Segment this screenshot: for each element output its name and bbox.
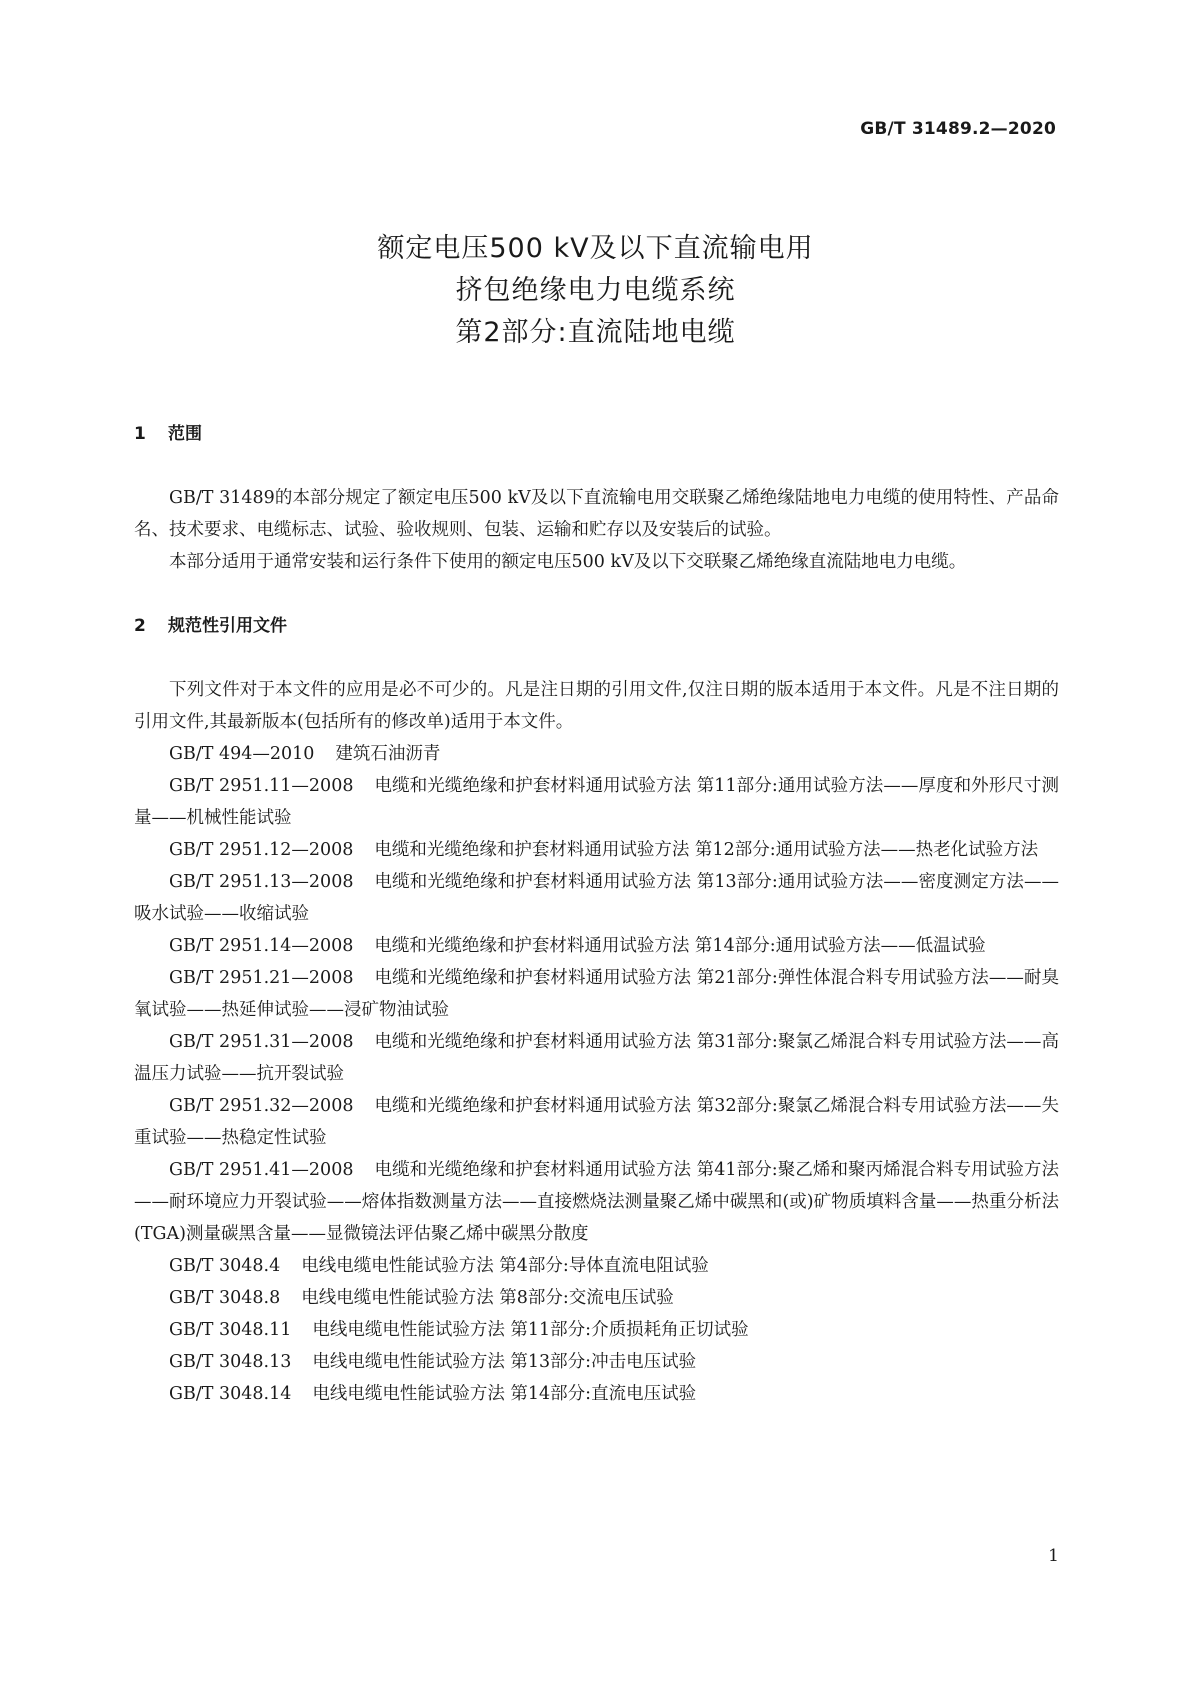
reference-item bbox=[134, 1282, 1059, 1314]
section-2-heading bbox=[134, 610, 1059, 642]
reference-item bbox=[134, 930, 1059, 962]
reference-item bbox=[134, 1090, 1059, 1154]
reference-code: GB/T 2951.31—2008 bbox=[169, 1032, 354, 1052]
reference-code: GB/T 2951.11—2008 bbox=[169, 776, 354, 796]
reference-item bbox=[134, 1346, 1059, 1378]
scope-paragraph-1: GB/T 31489的本部分规定了额定电压500 kV及以下直流输电用交联聚乙烯绝缘陆地电力电缆的使用特性、产品命名、技术要求、电缆标志、试验、验收规则、包装、运输和贮存以及安装后的试验。 bbox=[134, 488, 1059, 540]
reference-code: GB/T 2951.13—2008 bbox=[169, 872, 354, 892]
reference-title: 电缆和光缆绝缘和护套材料通用试验方法 第21部分:弹性体混合料专用试验方法——耐臭氧试验——热延伸试验——浸矿物油试验 bbox=[134, 968, 1059, 1020]
reference-title: 电缆和光缆绝缘和护套材料通用试验方法 第11部分:通用试验方法——厚度和外形尺寸测量——机械性能试验 bbox=[134, 776, 1059, 828]
reference-title: 电缆和光缆绝缘和护套材料通用试验方法 第12部分:通用试验方法——热老化试验方法 bbox=[374, 840, 1039, 860]
reference-list bbox=[134, 738, 1059, 1410]
reference-title: 电线电缆电性能试验方法 第14部分:直流电压试验 bbox=[312, 1384, 697, 1404]
reference-code: GB/T 3048.8 bbox=[169, 1288, 281, 1308]
page-number: 1 bbox=[1048, 1546, 1059, 1566]
reference-code: GB/T 2951.12—2008 bbox=[169, 840, 354, 860]
reference-item bbox=[134, 1378, 1059, 1410]
reference-item bbox=[134, 1314, 1059, 1346]
reference-item bbox=[134, 770, 1059, 834]
title-line-1: 额定电压500 kV及以下直流输电用 bbox=[377, 233, 814, 264]
section-1-number: 1 bbox=[134, 424, 146, 444]
reference-title: 建筑石油沥青 bbox=[335, 744, 441, 764]
reference-title: 电缆和光缆绝缘和护套材料通用试验方法 第32部分:聚氯乙烯混合料专用试验方法——失重试验——热稳定性试验 bbox=[134, 1096, 1059, 1148]
reference-title: 电缆和光缆绝缘和护套材料通用试验方法 第31部分:聚氯乙烯混合料专用试验方法——高温压力试验——抗开裂试验 bbox=[134, 1032, 1059, 1084]
reference-item bbox=[134, 1026, 1059, 1090]
reference-code: GB/T 2951.21—2008 bbox=[169, 968, 354, 988]
scope-paragraph-2: 本部分适用于通常安装和运行条件下使用的额定电压500 kV及以下交联聚乙烯绝缘直流陆地电力电缆。 bbox=[169, 552, 967, 572]
section-2-number: 2 bbox=[134, 616, 146, 636]
reference-title: 电缆和光缆绝缘和护套材料通用试验方法 第13部分:通用试验方法——密度测定方法——吸水试验——收缩试验 bbox=[134, 872, 1059, 924]
document-body bbox=[134, 418, 1059, 1410]
reference-code: GB/T 494—2010 bbox=[169, 744, 315, 764]
title-line-3: 第2部分:直流陆地电缆 bbox=[455, 317, 736, 348]
reference-code: GB/T 2951.32—2008 bbox=[169, 1096, 354, 1116]
reference-item bbox=[134, 834, 1059, 866]
reference-item bbox=[134, 738, 1059, 770]
reference-code: GB/T 2951.41—2008 bbox=[169, 1160, 354, 1180]
reference-item bbox=[134, 866, 1059, 930]
reference-code: GB/T 3048.11 bbox=[169, 1320, 292, 1340]
reference-title: 电缆和光缆绝缘和护套材料通用试验方法 第14部分:通用试验方法——低温试验 bbox=[374, 936, 986, 956]
reference-title: 电线电缆电性能试验方法 第13部分:冲击电压试验 bbox=[312, 1352, 697, 1372]
reference-title: 电线电缆电性能试验方法 第8部分:交流电压试验 bbox=[301, 1288, 674, 1308]
document-title bbox=[0, 228, 1191, 354]
references-intro: 下列文件对于本文件的应用是必不可少的。凡是注日期的引用文件,仅注日期的版本适用于本文件。凡是不注日期的引用文件,其最新版本(包括所有的修改单)适用于本文件。 bbox=[134, 680, 1059, 732]
standard-code: GB/T 31489.2—2020 bbox=[860, 119, 1056, 139]
title-line-2: 挤包绝缘电力电缆系统 bbox=[455, 275, 736, 306]
reference-title: 电线电缆电性能试验方法 第4部分:导体直流电阻试验 bbox=[301, 1256, 709, 1276]
reference-code: GB/T 3048.14 bbox=[169, 1384, 292, 1404]
section-1-title: 范围 bbox=[168, 424, 202, 444]
reference-code: GB/T 3048.13 bbox=[169, 1352, 292, 1372]
reference-item bbox=[134, 1154, 1059, 1250]
reference-item bbox=[134, 962, 1059, 1026]
reference-item bbox=[134, 1250, 1059, 1282]
reference-code: GB/T 2951.14—2008 bbox=[169, 936, 354, 956]
section-1-heading bbox=[134, 418, 1059, 450]
reference-code: GB/T 3048.4 bbox=[169, 1256, 281, 1276]
section-2-title: 规范性引用文件 bbox=[168, 616, 287, 636]
reference-title: 电缆和光缆绝缘和护套材料通用试验方法 第41部分:聚乙烯和聚丙烯混合料专用试验方法——耐环境应力开裂试验——熔体指数测量方法——直接燃烧法测量聚乙烯中碳黑和(或)矿物质填料含量——热重分析法(TGA)测量碳黑含量——显微镜法评估聚乙烯中碳黑分散度 bbox=[134, 1160, 1060, 1244]
reference-title: 电线电缆电性能试验方法 第11部分:介质损耗角正切试验 bbox=[312, 1320, 749, 1340]
